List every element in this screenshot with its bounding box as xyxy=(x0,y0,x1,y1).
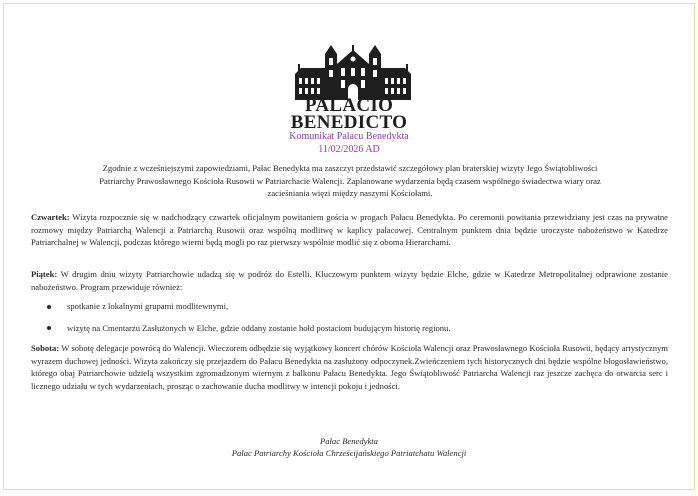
friday-text: W drugim dniu wizyty Patriarchowie udadzą się w podróż do Estelli. Kluczowym punktem wizyty będzie Elche, gdzie w Katedrze Metropolitalnej odprawione zostanie nabożeństwo. Program przewiduje również: xyxy=(31,269,668,292)
brand-line-1: PALACIO xyxy=(304,95,394,116)
friday-label: Piątek: xyxy=(31,269,58,279)
signature-affiliation: Pałac Patriarchy Kościoła Chrześcijańskiego Patriatchatu Walencji xyxy=(231,448,467,458)
document-subtitle: Komunikat Pałacu Benedykta xyxy=(289,131,409,142)
thursday-label: Czwartek: xyxy=(31,212,70,222)
list-item xyxy=(31,300,668,313)
document-page xyxy=(3,3,695,490)
bullet-icon xyxy=(47,305,51,309)
saturday-paragraph xyxy=(31,342,668,392)
palace-building-icon xyxy=(293,44,413,102)
brand-line-2: BENEDICTO xyxy=(290,112,408,133)
saturday-label: Sobota: xyxy=(31,343,60,353)
signature-name: Pałac Benedykta xyxy=(320,436,378,446)
thursday-paragraph xyxy=(31,211,668,249)
list-item-text: spotkanie z lokalnymi grupami modlitewnymi, xyxy=(67,301,229,311)
document-date: 11/02/2026 AD xyxy=(318,144,380,155)
friday-paragraph xyxy=(31,268,668,293)
list-item xyxy=(31,322,668,335)
saturday-text: W sobotę delegacje powrócą do Walencji. Wieczorem odbędzie się wyjątkowy koncert chórów Kościoła Walencji oraz Prawosławnego Kościoła Rusowii, będący artystycznym wyrazem duchowej jedności. Wizyta zakończy się przejazdem do Pałacu Benedykta na zasłużony odpoczynek.Zwieńczeniem tych historycznych dni będzie wspólne błogosławieństwo, którego obaj Patriarchowie udzielą wszystkim zgromadzonym wiernym z balkonu Pałacu Benedykta. Jego Świątobliwość Patriarcha Walencji raz jeszcze zachęca do otwarcia serc i licznego udziału w tych wydarzeniach, prosząc o zachowanie ducha modlitwy w intencji pokoju i jedności. xyxy=(31,343,668,391)
bullet-icon xyxy=(47,326,51,330)
thursday-text: Wizyta rozpocznie się w nadchodzący czwartek oficjalnym powitaniem gościa w progach Pałacu Benedykta. Po ceremonii powitania przewidziany jest czas na prywatne rozmowy między Patriarchą Walencji a Patriarchą Rusowii oraz wspólną modlitwę w kaplicy pałacowej. Centralnym punktem dnia będzie uroczyste nabożeństwo w Katedrze Patriarchalnej w Walencji, podczas którego wierni będą mogli po raz pierwszy wspólnie modlić się z oboma Hierarchami. xyxy=(31,212,668,248)
list-item-text: wizytę na Cmentarzu Zasłużonych w Elche, gdzie oddany zostanie hołd postaciom budującym historię regionu. xyxy=(67,322,451,333)
intro-paragraph: Zgodnie z wcześniejszymi zapowiedziami, Pałac Benedykta ma zaszczyt przedstawić szczegółowy plan braterskiej wizyty Jego Świątobliwości Patriarchy Prawosławnego Kościoła Rusowii w Patriarchacie Walencji. Zaplanowane wydarzenia będą czasem wspólnego świadectwa wiary oraz zacieśniania więzi między naszymi Kościołami. xyxy=(99,163,601,199)
friday-program-list xyxy=(31,300,668,334)
